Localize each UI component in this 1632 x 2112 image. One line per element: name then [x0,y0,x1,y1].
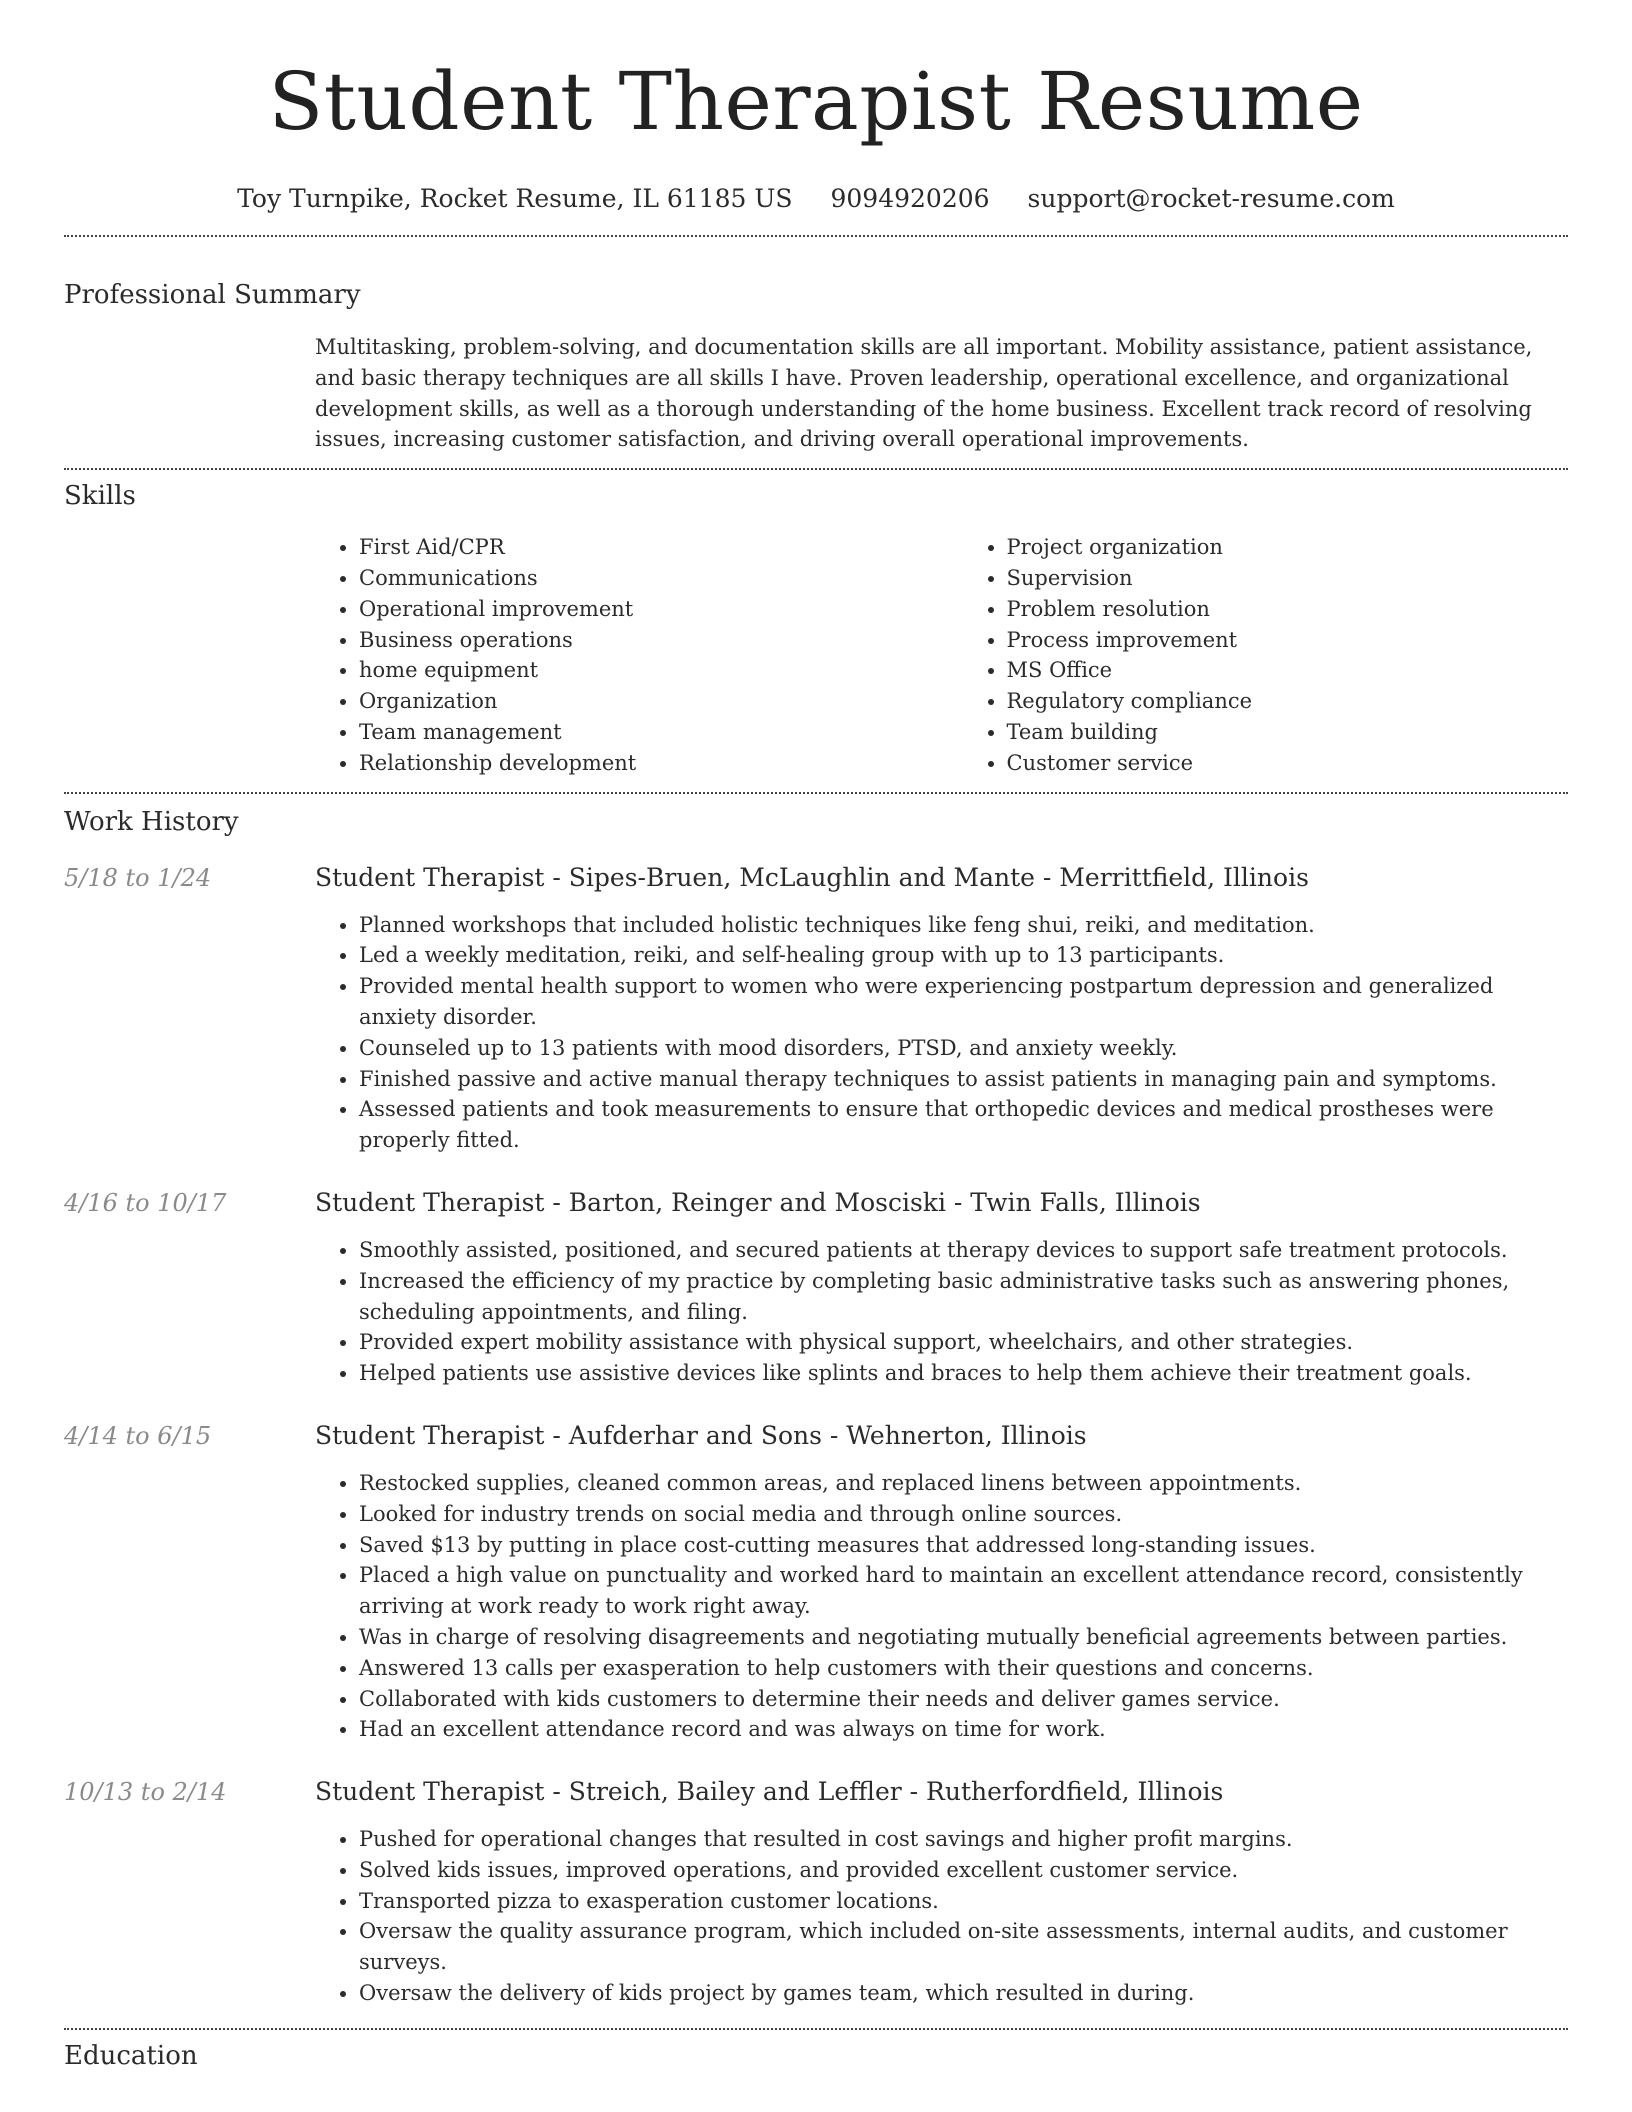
job-bullet: • Restocked supplies, cleaned common areas, and replaced linens between appointments. [359,1468,1568,1499]
summary-content [315,332,1568,455]
skill-item: • home equipment [359,655,921,686]
skill-item: • Operational improvement [359,594,921,625]
summary-heading: Professional Summary [64,280,361,310]
job-entry [64,1187,1568,1389]
contact-email: support@rocket-resume.com [1027,184,1395,213]
skill-item: • Customer service [1007,748,1569,779]
job-bullet: • Assessed patients and took measurements to ensure that orthopedic devices and medical prostheses were properly fitted. [359,1094,1568,1156]
job-bullet: • Looked for industry trends on social media and through online sources. [359,1499,1568,1530]
job-bullet: • Oversaw the quality assurance program, which included on-site assessments, internal audits, and customer surveys. [359,1916,1568,1978]
job-bullet: • Answered 13 calls per exasperation to help customers with their questions and concerns. [359,1653,1568,1684]
resume-title: Student Therapist Resume [268,55,1364,148]
job-bullet: • Solved kids issues, improved operations, and provided excellent customer service. [359,1855,1568,1886]
section-divider [64,2028,1568,2030]
section-divider [64,468,1568,470]
skill-item: • Business operations [359,625,921,656]
job-entry [64,862,1568,1156]
skill-item: • Project organization [1007,532,1569,563]
skill-item: • Relationship development [359,748,921,779]
section-divider [64,792,1568,794]
job-bullet: • Had an excellent attendance record and was always on time for work. [359,1714,1568,1745]
skill-item: • Team management [359,717,921,748]
skills-heading: Skills [64,481,136,512]
job-bullet: • Collaborated with kids customers to determine their needs and deliver games service. [359,1684,1568,1715]
job-bullet: • Provided mental health support to women who were experiencing postpartum depression and generalized anxiety disorder. [359,971,1568,1033]
skill-item: • Process improvement [1007,625,1569,656]
skill-item: • MS Office [1007,655,1569,686]
job-bullet: • Finished passive and active manual therapy techniques to assist patients in managing pain and symptoms. [359,1064,1568,1095]
job-title: Student Therapist - Streich, Bailey and Leffler - Rutherfordfield, Illinois [315,1777,1224,1807]
job-bullet: • Provided expert mobility assistance with physical support, wheelchairs, and other strategies. [359,1327,1568,1358]
job-bullet: • Pushed for operational changes that resulted in cost savings and higher profit margins. [359,1824,1568,1855]
skill-item: • Supervision [1007,563,1569,594]
contact-phone: 9094920206 [830,184,990,213]
skills-column-left [315,532,921,778]
summary-text: Multitasking, problem-solving, and documentation skills are all important. Mobility assistance, patient assistance, and basic therapy techniques are all skills I have. Proven leadership, operational excellence, and organizational development skills, as well as a thorough understanding of the home business. Excellent track record of resolving issues, increasing customer satisfaction, and driving overall operational improvements. [315,335,1533,452]
skill-item: • Problem resolution [1007,594,1569,625]
job-title: Student Therapist - Sipes-Bruen, McLaughlin and Mante - Merrittfield, Illinois [315,862,1309,892]
job-bullet: • Placed a high value on punctuality and worked hard to maintain an excellent attendance record, consistently arriving at work ready to work right away. [359,1560,1568,1622]
job-bullet: • Led a weekly meditation, reiki, and self-healing group with up to 13 participants. [359,940,1568,971]
job-bullet: • Helped patients use assistive devices like splints and braces to help them achieve their treatment goals. [359,1358,1568,1389]
job-title: Student Therapist - Barton, Reinger and Mosciski - Twin Falls, Illinois [315,1187,1201,1217]
section-divider [64,235,1568,237]
education-heading: Education [64,2040,198,2071]
job-bullets [315,1468,1568,1745]
job-bullet: • Oversaw the delivery of kids project by games team, which resulted in during. [359,1978,1568,2009]
job-bullet: • Counseled up to 13 patients with mood disorders, PTSD, and anxiety weekly. [359,1033,1568,1064]
job-bullet: • Was in charge of resolving disagreements and negotiating mutually beneficial agreements between parties. [359,1622,1568,1653]
job-dates: 4/16 to 10/17 [64,1188,227,1217]
skill-item: • Organization [359,686,921,717]
skills-list [315,532,1568,778]
job-bullet: • Smoothly assisted, positioned, and secured patients at therapy devices to support safe treatment protocols. [359,1235,1568,1266]
job-bullets [315,1235,1568,1389]
job-bullet: • Increased the efficiency of my practice by completing basic administrative tasks such as answering phones, scheduling appointments, and filing. [359,1266,1568,1328]
skill-item: • Communications [359,563,921,594]
job-bullets [315,910,1568,1156]
skills-column-right [963,532,1569,778]
contact-line [64,182,1568,216]
job-dates: 5/18 to 1/24 [64,863,212,892]
job-bullet: • Planned workshops that included holistic techniques like feng shui, reiki, and meditation. [359,910,1568,941]
work-history-heading: Work History [64,806,239,837]
resume-page [64,0,1568,2073]
job-title: Student Therapist - Aufderhar and Sons - Wehnerton, Illinois [315,1420,1087,1450]
job-dates: 10/13 to 2/14 [64,1778,227,1807]
skill-item: • First Aid/CPR [359,532,921,563]
job-entry [64,1776,1568,2009]
skill-item: • Team building [1007,717,1569,748]
contact-address: Toy Turnpike, Rocket Resume, IL 61185 US [237,184,793,213]
job-entry [64,1420,1568,1745]
job-bullet: • Transported pizza to exasperation customer locations. [359,1886,1568,1917]
skill-item: • Regulatory compliance [1007,686,1569,717]
job-bullets [315,1824,1568,2009]
job-dates: 4/14 to 6/15 [64,1421,212,1450]
job-bullet: • Saved $13 by putting in place cost-cutting measures that addressed long-standing issues. [359,1530,1568,1561]
